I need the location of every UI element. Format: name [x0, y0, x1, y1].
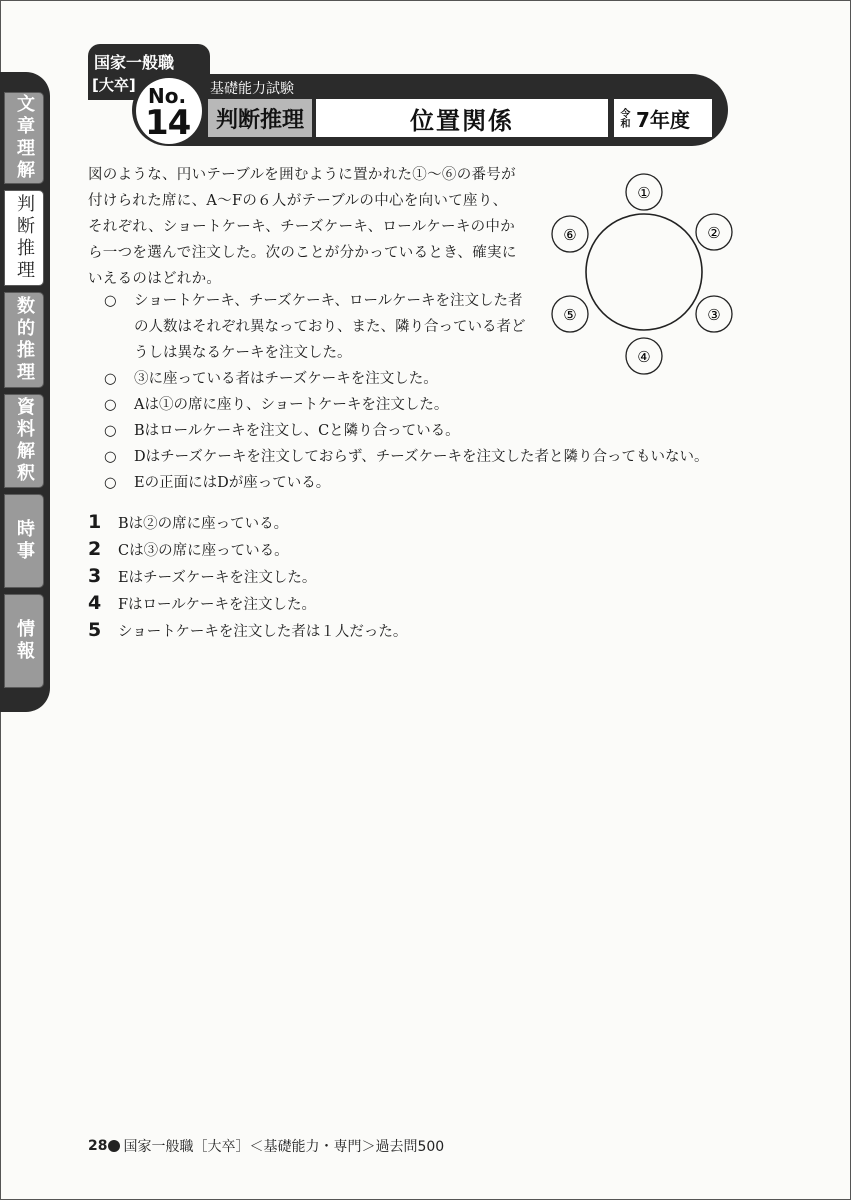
choice-item[interactable] — [88, 510, 407, 537]
circle-bullet: ○ — [104, 371, 117, 387]
circle-bullet: ○ — [104, 397, 117, 413]
intro-line: 図のような、円いテーブルを囲むように置かれた①～⑥の番号が — [88, 167, 516, 183]
condition-item — [104, 418, 754, 444]
condition-text: Dはチーズケーキを注文しておらず、チーズケーキを注文した者と隣り合ってもいない。 — [134, 449, 709, 465]
subject-label: 判断推理 — [208, 99, 312, 137]
intro-line: ら一つを選んで注文した。次のことが分かっているとき、確実に — [88, 245, 517, 261]
seat-label: ④ — [637, 348, 651, 366]
choice-number: 1 — [88, 511, 102, 533]
condition-text: ③に座っている者はチーズケーキを注文した。 — [134, 371, 438, 387]
condition-item — [104, 288, 754, 366]
condition-item — [104, 444, 754, 470]
era-label: 令和 — [618, 108, 629, 128]
choice-text: Cは③の席に座っている。 — [118, 543, 289, 559]
intro-line: それぞれ、ショートケーキ、チーズケーキ、ロールケーキの中か — [88, 219, 516, 235]
condition-item — [104, 392, 754, 418]
choice-item[interactable] — [88, 591, 407, 618]
side-tab-bunsho-rikai[interactable]: 文章理解 — [4, 92, 44, 184]
choice-text: Bは②の席に座っている。 — [118, 516, 289, 532]
seat-label: ③ — [707, 306, 721, 324]
condition-text: Aは①の席に座り、ショートケーキを注文した。 — [134, 397, 449, 413]
intro-line: いえるのはどれか。 — [88, 271, 222, 287]
side-tab-nav — [0, 72, 50, 712]
choice-text: ショートケーキを注文した者は１人だった。 — [118, 624, 408, 640]
side-tab-handan-suiri[interactable]: 判断推理 — [4, 190, 44, 286]
seat-label: ⑥ — [563, 226, 577, 244]
question-intro — [88, 162, 538, 292]
choice-number: 3 — [88, 565, 102, 587]
choice-item[interactable] — [88, 564, 407, 591]
side-tab-shiryo-kaishaku[interactable]: 資料解釈 — [4, 394, 44, 488]
seat-label: ⑤ — [563, 306, 577, 324]
exam-level: [大卒] — [92, 76, 136, 94]
condition-text: Bはロールケーキを注文し、Cと隣り合っている。 — [134, 423, 460, 439]
page-footer — [88, 1136, 444, 1156]
choice-text: Fはロールケーキを注文した。 — [118, 597, 316, 613]
side-tab-joho[interactable]: 情報 — [4, 594, 44, 688]
book-title: 国家一般職［大卒］＜基礎能力・専門＞過去問500 — [123, 1139, 445, 1155]
answer-choices — [88, 510, 407, 645]
topic-label: 位置関係 — [316, 99, 608, 137]
bullet-dot-icon — [108, 1140, 120, 1152]
choice-number: 5 — [88, 619, 102, 641]
choice-item[interactable] — [88, 618, 407, 645]
condition-item — [104, 470, 754, 496]
circle-bullet: ○ — [104, 475, 117, 491]
exam-name: 国家一般職 — [94, 53, 175, 72]
circle-bullet: ○ — [104, 423, 117, 439]
condition-list — [104, 288, 754, 496]
seat-2 — [696, 214, 732, 250]
circle-bullet: ○ — [104, 449, 117, 465]
condition-item — [104, 366, 754, 392]
seat-6 — [552, 216, 588, 252]
choice-item[interactable] — [88, 537, 407, 564]
condition-text: ショートケーキ、チーズケーキ、ロールケーキを注文した者の人数はそれぞれ異なっており、また、隣り合っている者どうしは異なるケーキを注文した。 — [134, 293, 526, 361]
problem-number: 14 — [145, 103, 191, 143]
year-label — [614, 99, 712, 137]
page-number: 28 — [88, 1138, 108, 1154]
intro-line: 付けられた席に、A～Fの６人がテーブルの中心を向いて座り、 — [88, 193, 508, 209]
side-tab-jiji[interactable]: 時事 — [4, 494, 44, 588]
side-tab-suteki-suiri[interactable]: 数的推理 — [4, 292, 44, 388]
circle-bullet: ○ — [104, 293, 117, 309]
year-value: 7年度 — [636, 107, 690, 132]
choice-text: Eはチーズケーキを注文した。 — [118, 570, 317, 586]
seat-label: ② — [707, 224, 721, 242]
choice-number: 2 — [88, 538, 102, 560]
choice-number: 4 — [88, 592, 102, 614]
section-title: 基礎能力試験 — [210, 81, 294, 97]
seat-1 — [626, 174, 662, 210]
seat-label: ① — [637, 184, 651, 202]
problem-number-label: No. — [148, 84, 187, 108]
condition-text: Eの正面にはDが座っている。 — [134, 475, 331, 491]
